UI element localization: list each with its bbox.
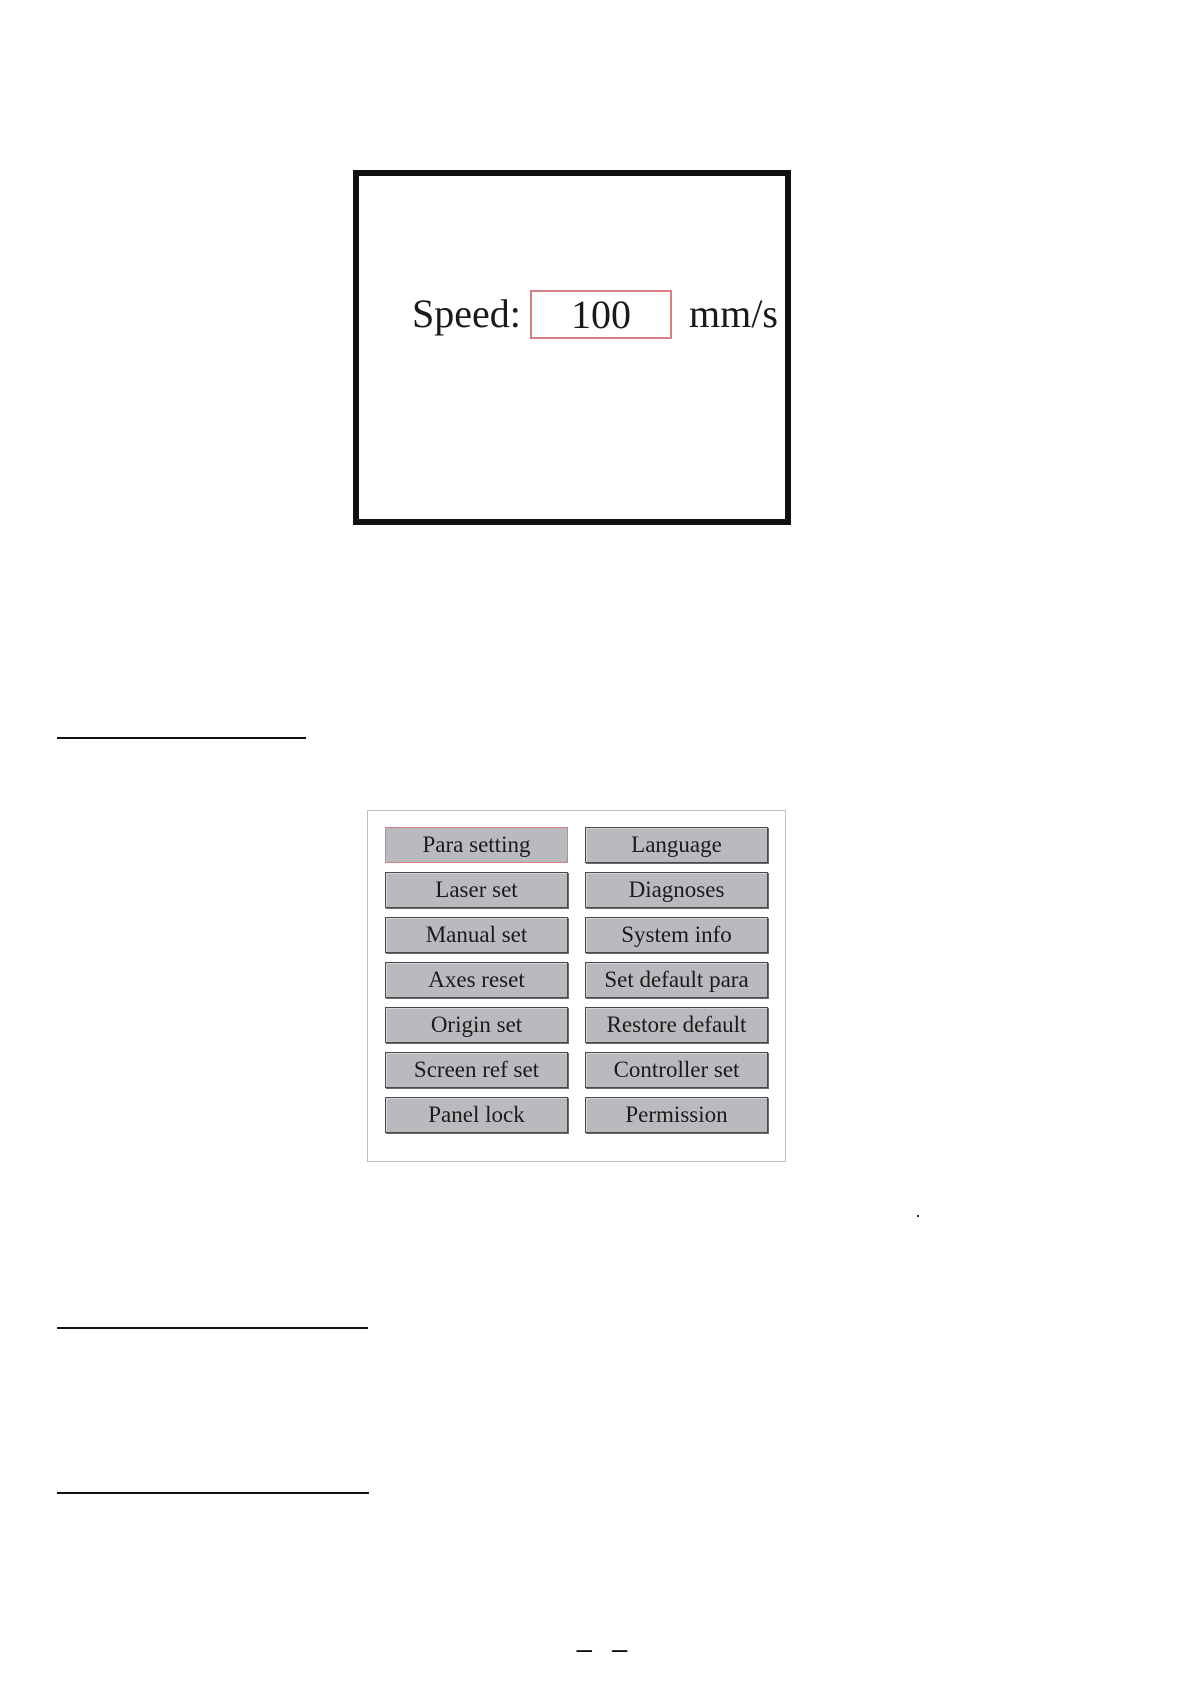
menu-button-manual-set[interactable]: Manual set — [385, 917, 568, 953]
speed-label: Speed: — [412, 291, 521, 336]
menu-button-permission[interactable]: Permission — [585, 1097, 768, 1133]
speed-unit-label: mm/s — [689, 291, 778, 336]
menu-button-screen-ref-set[interactable]: Screen ref set — [385, 1052, 568, 1088]
stray-mark — [917, 1215, 919, 1217]
page-number: – – — [576, 1633, 634, 1664]
section-heading-rule — [57, 1327, 368, 1329]
menu-button-system-info[interactable]: System info — [585, 917, 768, 953]
menu-button-origin-set[interactable]: Origin set — [385, 1007, 568, 1043]
menu-button-restore-default[interactable]: Restore default — [585, 1007, 768, 1043]
menu-button-laser-set[interactable]: Laser set — [385, 872, 568, 908]
menu-button-controller-set[interactable]: Controller set — [585, 1052, 768, 1088]
system-menu-grid — [385, 827, 768, 1133]
menu-button-para-setting[interactable]: Para setting — [385, 827, 568, 863]
menu-button-language[interactable]: Language — [585, 827, 768, 863]
speed-dialog-frame — [353, 170, 791, 525]
menu-button-panel-lock[interactable]: Panel lock — [385, 1097, 568, 1133]
menu-button-set-default-para[interactable]: Set default para — [585, 962, 768, 998]
system-menu-panel — [367, 810, 786, 1162]
menu-button-diagnoses[interactable]: Diagnoses — [585, 872, 768, 908]
section-heading-rule — [57, 1492, 369, 1494]
menu-button-axes-reset[interactable]: Axes reset — [385, 962, 568, 998]
section-heading-rule — [57, 737, 306, 739]
speed-input[interactable]: 100 — [530, 290, 672, 339]
